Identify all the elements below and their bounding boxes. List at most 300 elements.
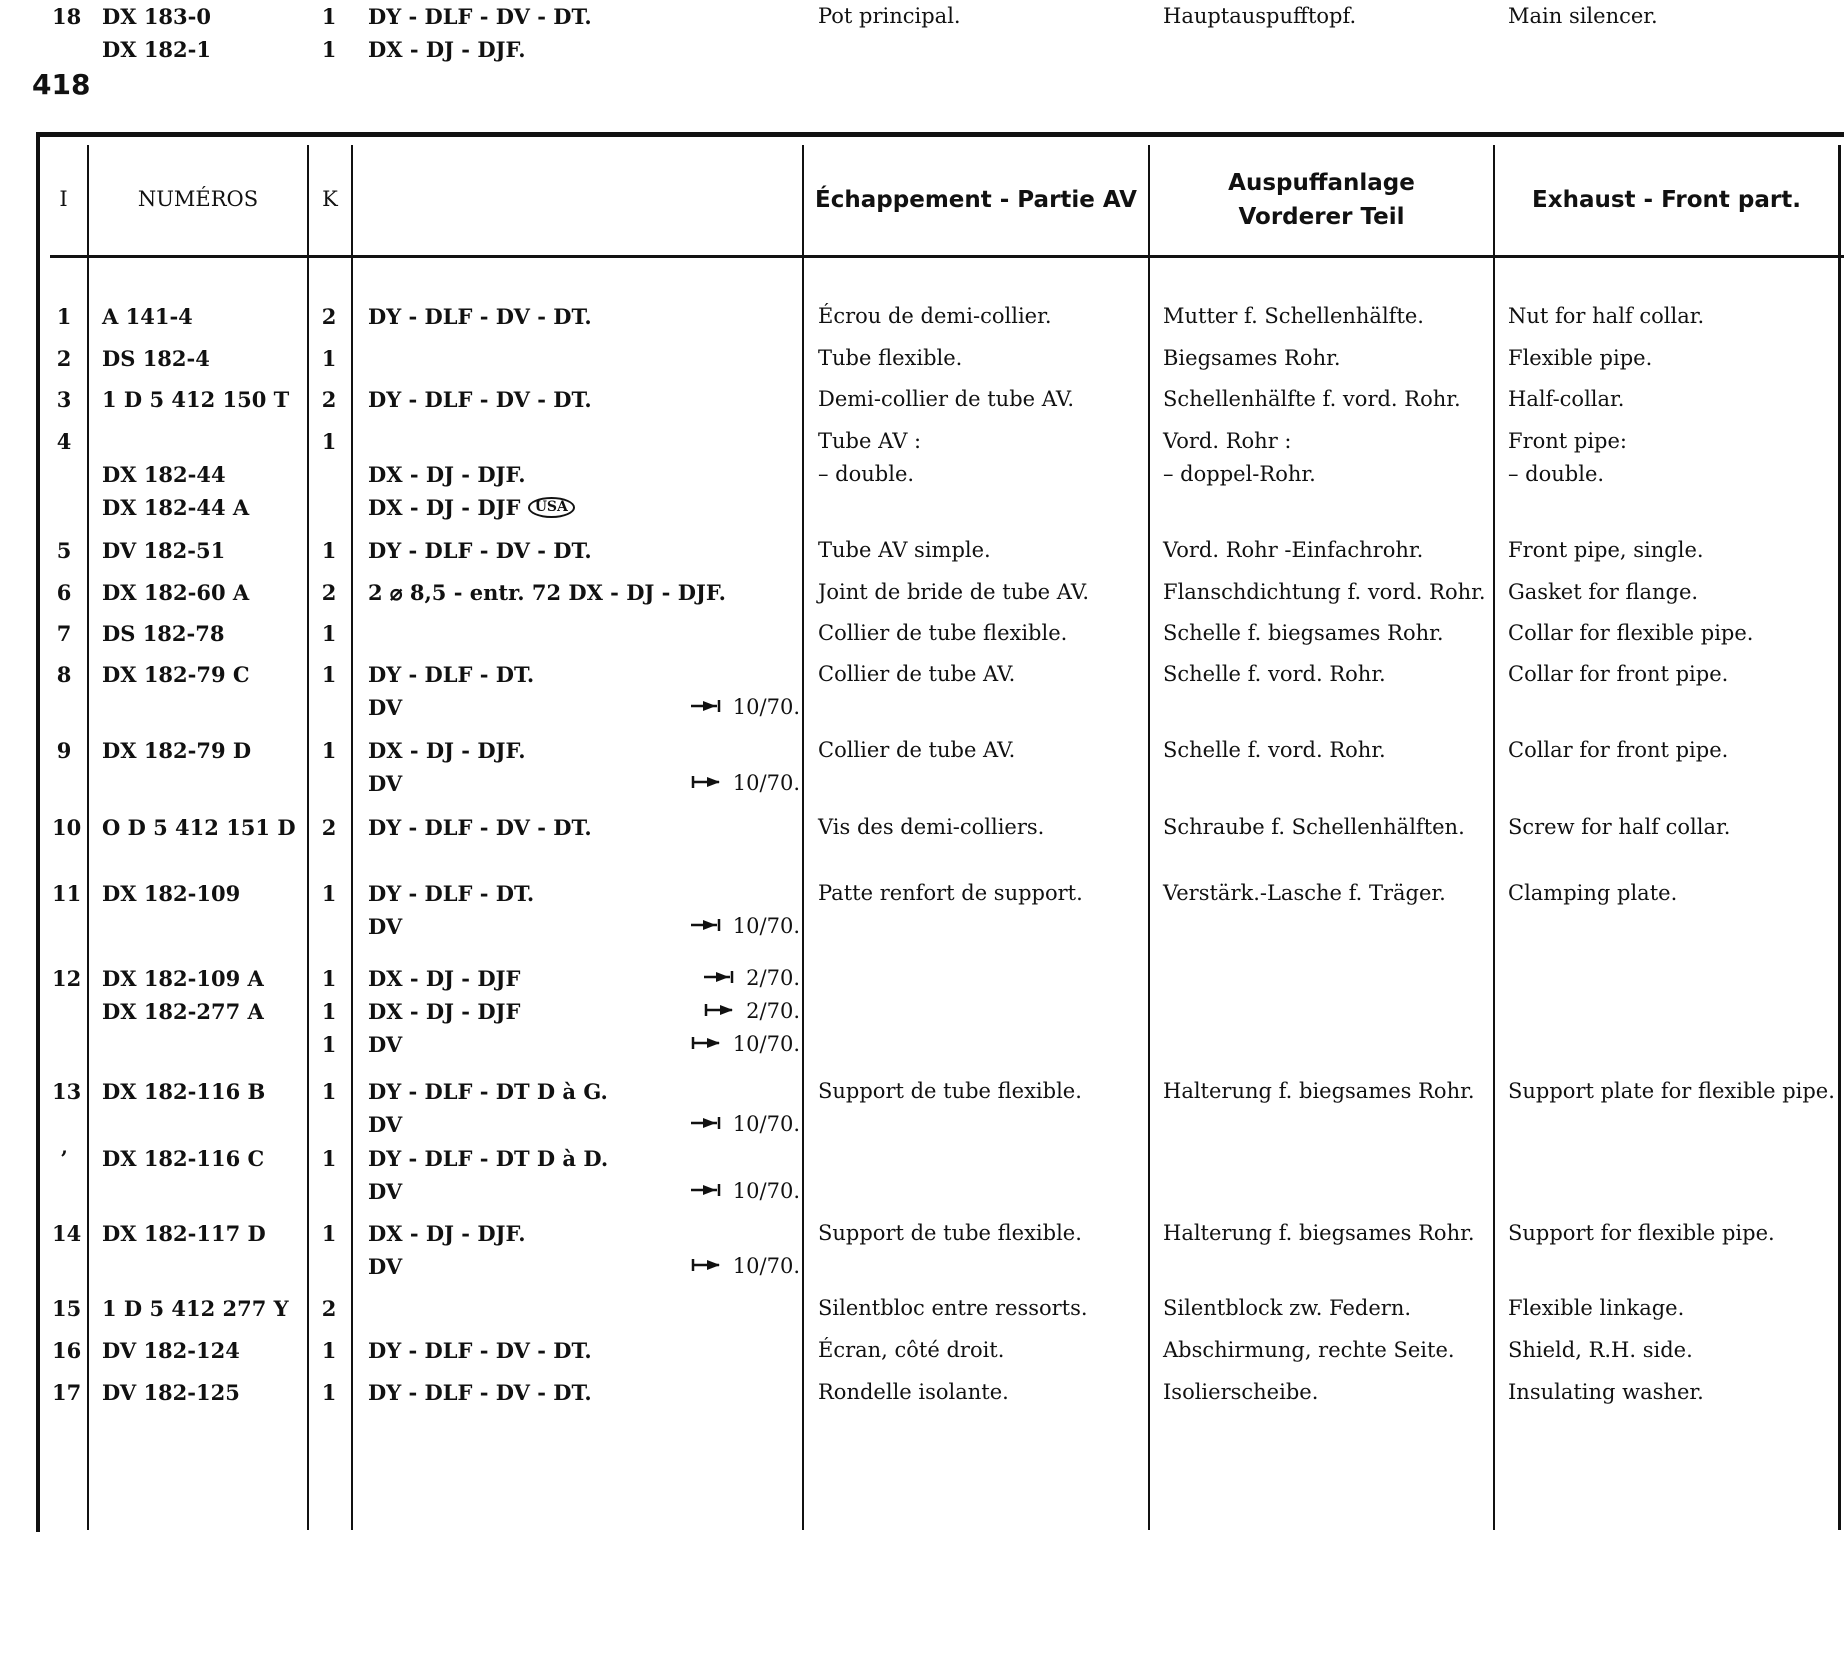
part-number: DS 182-78 bbox=[102, 621, 225, 646]
description-french-line: Joint de bride de tube AV. bbox=[818, 580, 1090, 604]
applicable-models bbox=[368, 1142, 800, 1208]
description-german bbox=[1163, 383, 1461, 416]
description-german-line: Isolierscheibe. bbox=[1163, 1380, 1319, 1404]
part-number: DX 182-44 A bbox=[102, 495, 250, 520]
description-english bbox=[1508, 342, 1652, 375]
quantity-value: 1 bbox=[321, 538, 337, 563]
row-index: 11 bbox=[52, 881, 82, 906]
part-number: DX 182-116 C bbox=[102, 1146, 265, 1171]
part-number: DX 183-0 bbox=[102, 4, 211, 29]
description-french-line: Collier de tube flexible. bbox=[818, 621, 1068, 645]
description-french bbox=[818, 1376, 1009, 1409]
model-text: DV bbox=[368, 914, 403, 939]
quantity-value: 1 bbox=[321, 1146, 337, 1171]
row-index: 5 bbox=[56, 538, 72, 563]
part-numbers bbox=[102, 617, 224, 650]
description-english-line: Collar for front pipe. bbox=[1508, 662, 1729, 686]
description-french bbox=[818, 617, 1067, 650]
part-number: DV 182-51 bbox=[102, 538, 226, 563]
model-line bbox=[368, 491, 800, 524]
part-number: DX 182-1 bbox=[102, 37, 211, 62]
description-german-line: Halterung f. biegsames Rohr. bbox=[1163, 1221, 1475, 1245]
row-index: 3 bbox=[56, 387, 72, 412]
model-date-value: 10/70. bbox=[732, 1254, 800, 1278]
quantity bbox=[320, 1217, 338, 1250]
description-english bbox=[1508, 1217, 1775, 1250]
description-french bbox=[818, 300, 1052, 333]
description-german bbox=[1163, 1217, 1475, 1250]
description-english bbox=[1508, 383, 1624, 416]
description-german bbox=[1163, 534, 1423, 567]
description-french-line: Patte renfort de support. bbox=[818, 881, 1083, 905]
quantity-value: 1 bbox=[321, 1032, 337, 1057]
model-text: DV bbox=[368, 1254, 403, 1279]
description-german bbox=[1163, 1376, 1318, 1409]
part-number: DX 182-109 A bbox=[102, 966, 264, 991]
quantity bbox=[320, 425, 338, 458]
description-english-line: Support for flexible pipe. bbox=[1508, 1221, 1775, 1245]
description-german-line: Schraube f. Schellenhälften. bbox=[1163, 815, 1465, 839]
quantity-value: 1 bbox=[321, 4, 337, 29]
model-text: DV bbox=[368, 771, 403, 796]
quantity bbox=[320, 617, 338, 650]
header-german-line1: Auspuffanlage bbox=[1228, 169, 1415, 196]
description-german-line: Schellenhälfte f. vord. Rohr. bbox=[1163, 387, 1461, 411]
quantity-value: 1 bbox=[321, 346, 337, 371]
description-english bbox=[1508, 877, 1677, 910]
quantity-value: 1 bbox=[321, 37, 337, 62]
quantity-value: 1 bbox=[321, 881, 337, 906]
part-numbers bbox=[102, 1142, 264, 1175]
quantity-value: 1 bbox=[321, 966, 337, 991]
row-index: 17 bbox=[52, 1380, 82, 1405]
part-number: O D 5 412 151 D bbox=[102, 815, 296, 840]
description-german-line: Schelle f. vord. Rohr. bbox=[1163, 738, 1386, 762]
model-text: DX - DJ - DJF. bbox=[368, 1221, 526, 1246]
model-text: DX - DJ - DJF. bbox=[368, 462, 526, 487]
quantity bbox=[320, 734, 338, 767]
quantity-value: 1 bbox=[321, 621, 337, 646]
applicable-models bbox=[368, 962, 800, 1061]
model-line bbox=[368, 734, 800, 767]
description-french bbox=[818, 1217, 1082, 1250]
model-line bbox=[368, 1075, 800, 1108]
model-date bbox=[691, 767, 800, 800]
usa-badge: USA bbox=[528, 497, 575, 518]
until-date-arrow-icon bbox=[691, 699, 721, 713]
row-index: 15 bbox=[52, 1296, 82, 1321]
description-english bbox=[1508, 1292, 1684, 1325]
description-english bbox=[1508, 300, 1704, 333]
description-french-line: Tube flexible. bbox=[818, 346, 963, 370]
description-french bbox=[818, 877, 1083, 910]
model-line bbox=[368, 962, 800, 995]
model-date bbox=[691, 1250, 800, 1283]
part-numbers bbox=[102, 300, 193, 333]
model-text: DX - DJ - DJF bbox=[368, 966, 521, 991]
model-line bbox=[368, 1142, 800, 1175]
description-english-line: Flexible pipe. bbox=[1508, 346, 1653, 370]
description-german-line: Abschirmung, rechte Seite. bbox=[1163, 1338, 1455, 1362]
description-english-line: Clamping plate. bbox=[1508, 881, 1678, 905]
quantity bbox=[320, 1376, 338, 1409]
quantity bbox=[320, 0, 338, 66]
description-french bbox=[818, 383, 1074, 416]
description-french-line: Tube AV : bbox=[818, 429, 922, 453]
part-numbers bbox=[102, 576, 249, 609]
model-line bbox=[368, 1028, 800, 1061]
row-index: 10 bbox=[52, 815, 82, 840]
description-english-line: Front pipe, single. bbox=[1508, 538, 1704, 562]
applicable-models bbox=[368, 534, 800, 567]
page-number: 418 bbox=[32, 68, 91, 101]
model-text: DX - DJ - DJF. bbox=[368, 37, 526, 62]
description-english bbox=[1508, 1075, 1835, 1108]
header-numbers: NUMÉROS bbox=[137, 187, 259, 212]
description-english bbox=[1508, 534, 1704, 567]
part-number: DX 182-44 bbox=[102, 462, 226, 487]
description-french bbox=[818, 342, 962, 375]
quantity bbox=[320, 811, 338, 844]
model-text: DV bbox=[368, 1032, 403, 1057]
description-german bbox=[1163, 877, 1446, 910]
model-text: DY - DLF - DT. bbox=[368, 881, 535, 906]
model-date-value: 10/70. bbox=[732, 914, 800, 938]
description-german bbox=[1163, 734, 1386, 767]
applicable-models bbox=[368, 1376, 800, 1409]
table-row bbox=[0, 0, 1844, 290]
row-index: 12 bbox=[52, 966, 82, 991]
quantity-value: 1 bbox=[321, 738, 337, 763]
model-line bbox=[368, 1217, 800, 1250]
model-text: DX - DJ - DJF bbox=[368, 999, 521, 1024]
description-german-line: Vord. Rohr -Einfachrohr. bbox=[1163, 538, 1424, 562]
header-french: Échappement - Partie AV bbox=[815, 186, 1137, 213]
part-numbers bbox=[102, 1292, 289, 1325]
part-number: DX 182-116 B bbox=[102, 1079, 266, 1104]
description-french-line: Support de tube flexible. bbox=[818, 1079, 1082, 1103]
description-german-line: Schelle f. biegsames Rohr. bbox=[1163, 621, 1444, 645]
model-date bbox=[691, 1108, 800, 1141]
description-german-line: Biegsames Rohr. bbox=[1163, 346, 1341, 370]
description-french bbox=[818, 425, 921, 491]
quantity bbox=[320, 300, 338, 333]
model-line bbox=[368, 300, 800, 333]
part-numbers bbox=[102, 1075, 265, 1108]
description-french-line: Tube AV simple. bbox=[818, 538, 991, 562]
description-german-line: Halterung f. biegsames Rohr. bbox=[1163, 1079, 1475, 1103]
description-french bbox=[818, 1292, 1088, 1325]
description-english-line: Main silencer. bbox=[1508, 4, 1658, 28]
model-text: DV bbox=[368, 1112, 403, 1137]
description-english-line: Half-collar. bbox=[1508, 387, 1625, 411]
model-date-value: 10/70. bbox=[732, 1112, 800, 1136]
model-line bbox=[368, 1175, 800, 1208]
part-number bbox=[102, 425, 249, 458]
description-german bbox=[1163, 342, 1341, 375]
model-line bbox=[368, 877, 800, 910]
applicable-models bbox=[368, 734, 800, 800]
model-line bbox=[368, 33, 800, 66]
quantity bbox=[320, 342, 338, 375]
quantity bbox=[320, 1292, 338, 1325]
from-date-arrow-icon bbox=[691, 1036, 721, 1050]
description-french bbox=[818, 534, 991, 567]
applicable-models bbox=[368, 576, 800, 609]
applicable-models bbox=[368, 1334, 800, 1367]
applicable-models bbox=[368, 1217, 800, 1283]
model-date bbox=[691, 1028, 800, 1061]
description-french-line: Écrou de demi-collier. bbox=[818, 304, 1052, 328]
part-numbers bbox=[102, 342, 210, 375]
model-text: DY - DLF - DV - DT. bbox=[368, 4, 592, 29]
row-index: 2 bbox=[56, 346, 72, 371]
row-index: 9 bbox=[56, 738, 72, 763]
row-index: 8 bbox=[56, 662, 72, 687]
description-german-line: Hauptauspufftopf. bbox=[1163, 4, 1357, 28]
description-german-line: Vord. Rohr : bbox=[1163, 429, 1292, 453]
model-text: DY - DLF - DV - DT. bbox=[368, 1380, 592, 1405]
model-text: DV bbox=[368, 695, 403, 720]
quantity-value: 1 bbox=[321, 1338, 337, 1363]
until-date-arrow-icon bbox=[691, 1183, 721, 1197]
description-english-line: Collar for flexible pipe. bbox=[1508, 621, 1754, 645]
applicable-models bbox=[368, 811, 800, 844]
part-number: DV 182-125 bbox=[102, 1380, 240, 1405]
quantity-value: 1 bbox=[321, 429, 337, 454]
description-german bbox=[1163, 617, 1444, 650]
model-date-value: 10/70. bbox=[732, 1032, 800, 1056]
quantity bbox=[320, 658, 338, 691]
until-date-arrow-icon bbox=[704, 970, 734, 984]
applicable-models bbox=[368, 0, 800, 66]
part-numbers bbox=[102, 962, 264, 1028]
model-line bbox=[368, 1250, 800, 1283]
quantity-value: 2 bbox=[321, 815, 337, 840]
description-german-line: Schelle f. vord. Rohr. bbox=[1163, 662, 1386, 686]
description-french bbox=[818, 0, 961, 33]
description-french bbox=[818, 1334, 1004, 1367]
description-german-line: Flanschdichtung f. vord. Rohr. bbox=[1163, 580, 1486, 604]
description-french-line: Vis des demi-colliers. bbox=[818, 815, 1045, 839]
description-french-line: Écran, côté droit. bbox=[818, 1338, 1005, 1362]
description-english-line: Flexible linkage. bbox=[1508, 1296, 1685, 1320]
model-date bbox=[691, 910, 800, 943]
description-french-line: Collier de tube AV. bbox=[818, 738, 1016, 762]
model-text: DY - DLF - DT D à D. bbox=[368, 1146, 609, 1171]
model-date bbox=[691, 691, 800, 724]
description-english bbox=[1508, 1334, 1693, 1367]
model-text: DY - DLF - DV - DT. bbox=[368, 304, 592, 329]
description-german bbox=[1163, 658, 1386, 691]
description-german bbox=[1163, 576, 1486, 609]
description-english-line: Nut for half collar. bbox=[1508, 304, 1705, 328]
quantity bbox=[320, 1142, 338, 1175]
part-numbers bbox=[102, 1376, 240, 1409]
model-line bbox=[368, 458, 800, 491]
description-german-line: Verstärk.-Lasche f. Träger. bbox=[1163, 881, 1446, 905]
description-english-line: Support plate for flexible pipe. bbox=[1508, 1079, 1835, 1103]
part-number: DX 182-79 D bbox=[102, 738, 252, 763]
description-german bbox=[1163, 1075, 1475, 1108]
quantity bbox=[320, 383, 338, 416]
row-index: 6 bbox=[56, 580, 72, 605]
model-text: 2 ⌀ 8,5 - entr. 72 DX - DJ - DJF. bbox=[368, 580, 726, 605]
description-german bbox=[1163, 425, 1316, 491]
part-numbers bbox=[102, 1217, 266, 1250]
model-date-value: 10/70. bbox=[732, 695, 800, 719]
description-german bbox=[1163, 300, 1424, 333]
description-english bbox=[1508, 576, 1698, 609]
description-english bbox=[1508, 1376, 1704, 1409]
model-line bbox=[368, 576, 800, 609]
applicable-models bbox=[368, 300, 800, 333]
model-line bbox=[368, 995, 800, 1028]
part-numbers bbox=[102, 425, 249, 524]
quantity-value: 2 bbox=[321, 387, 337, 412]
description-german-line: – doppel-Rohr. bbox=[1163, 462, 1316, 486]
model-date bbox=[691, 1175, 800, 1208]
model-text: DY - DLF - DT. bbox=[368, 662, 535, 687]
header-english: Exhaust - Front part. bbox=[1532, 186, 1801, 213]
description-french bbox=[818, 658, 1015, 691]
description-french bbox=[818, 734, 1015, 767]
part-number: DX 182-60 A bbox=[102, 580, 250, 605]
row-index: 14 bbox=[52, 1221, 82, 1246]
part-number: DX 182-117 D bbox=[102, 1221, 266, 1246]
description-english-line: – double. bbox=[1508, 462, 1605, 486]
until-date-arrow-icon bbox=[691, 1116, 721, 1130]
description-german-line: Mutter f. Schellenhälfte. bbox=[1163, 304, 1424, 328]
part-number: DV 182-124 bbox=[102, 1338, 240, 1363]
model-line bbox=[368, 1376, 800, 1409]
model-line bbox=[368, 383, 800, 416]
applicable-models bbox=[368, 425, 800, 524]
quantity bbox=[320, 962, 338, 1061]
description-german bbox=[1163, 811, 1465, 844]
description-french bbox=[818, 576, 1089, 609]
part-number: DS 182-4 bbox=[102, 346, 210, 371]
description-french bbox=[818, 1075, 1082, 1108]
description-english-line: Screw for half collar. bbox=[1508, 815, 1731, 839]
model-text: DX - DJ - DJF bbox=[368, 495, 521, 520]
model-date bbox=[704, 962, 800, 995]
description-english bbox=[1508, 617, 1753, 650]
header-qty: K bbox=[322, 187, 338, 212]
description-english bbox=[1508, 425, 1627, 491]
row-index: 16 bbox=[52, 1338, 82, 1363]
description-english bbox=[1508, 811, 1730, 844]
model-text: DY - DLF - DV - DT. bbox=[368, 387, 592, 412]
quantity bbox=[320, 1334, 338, 1367]
model-text: DX - DJ - DJF. bbox=[368, 738, 526, 763]
description-french-line: Collier de tube AV. bbox=[818, 662, 1016, 686]
row-index: 18 bbox=[52, 4, 82, 29]
model-date-value: 2/70. bbox=[746, 999, 800, 1023]
row-index: ’ bbox=[60, 1146, 68, 1171]
part-number: 1 D 5 412 150 T bbox=[102, 387, 290, 412]
part-numbers bbox=[102, 658, 250, 691]
part-number: A 141-4 bbox=[102, 304, 193, 329]
quantity-value: 1 bbox=[321, 999, 337, 1024]
part-number: DX 182-79 C bbox=[102, 662, 250, 687]
description-english-line: Shield, R.H. side. bbox=[1508, 1338, 1693, 1362]
quantity bbox=[320, 534, 338, 567]
model-line bbox=[368, 811, 800, 844]
quantity-value: 2 bbox=[321, 1296, 337, 1321]
part-number: DX 182-109 bbox=[102, 881, 241, 906]
description-english-line: Gasket for flange. bbox=[1508, 580, 1699, 604]
row-index: 1 bbox=[56, 304, 72, 329]
model-line bbox=[368, 767, 800, 800]
part-numbers bbox=[102, 734, 251, 767]
description-french-line: – double. bbox=[818, 462, 915, 486]
model-line bbox=[368, 1334, 800, 1367]
model-date bbox=[704, 995, 800, 1028]
model-line bbox=[368, 0, 800, 33]
model-line bbox=[368, 534, 800, 567]
from-date-arrow-icon bbox=[704, 1003, 734, 1017]
description-german bbox=[1163, 1334, 1455, 1367]
header-index: I bbox=[59, 187, 68, 212]
model-text: DV bbox=[368, 1179, 403, 1204]
applicable-models bbox=[368, 877, 800, 943]
model-line bbox=[368, 1108, 800, 1141]
model-date-value: 10/70. bbox=[732, 771, 800, 795]
description-english-line: Collar for front pipe. bbox=[1508, 738, 1729, 762]
quantity bbox=[320, 1075, 338, 1108]
part-numbers bbox=[102, 1334, 240, 1367]
description-french-line: Rondelle isolante. bbox=[818, 1380, 1009, 1404]
part-number: 1 D 5 412 277 Y bbox=[102, 1296, 289, 1321]
model-text: DY - DLF - DV - DT. bbox=[368, 815, 592, 840]
part-numbers bbox=[102, 534, 225, 567]
quantity-value: 1 bbox=[321, 1221, 337, 1246]
description-french-line: Silentbloc entre ressorts. bbox=[818, 1296, 1088, 1320]
quantity-value: 1 bbox=[321, 1380, 337, 1405]
from-date-arrow-icon bbox=[691, 1258, 721, 1272]
model-date-value: 10/70. bbox=[732, 1179, 800, 1203]
part-numbers bbox=[102, 0, 211, 66]
description-french-line: Pot principal. bbox=[818, 4, 961, 28]
row-index: 7 bbox=[56, 621, 72, 646]
description-german bbox=[1163, 0, 1356, 33]
description-french bbox=[818, 811, 1044, 844]
quantity bbox=[320, 576, 338, 609]
quantity-value: 1 bbox=[321, 662, 337, 687]
row-index: 13 bbox=[52, 1079, 82, 1104]
part-numbers bbox=[102, 383, 289, 416]
description-english-line: Front pipe: bbox=[1508, 429, 1627, 453]
applicable-models bbox=[368, 1075, 800, 1141]
model-line bbox=[368, 691, 800, 724]
model-text: DY - DLF - DV - DT. bbox=[368, 538, 592, 563]
table-row bbox=[0, 1376, 1844, 1666]
quantity bbox=[320, 877, 338, 910]
description-french-line: Support de tube flexible. bbox=[818, 1221, 1082, 1245]
applicable-models bbox=[368, 383, 800, 416]
description-english-line: Insulating washer. bbox=[1508, 1380, 1704, 1404]
model-line bbox=[368, 658, 800, 691]
model-line bbox=[368, 425, 800, 458]
quantity-value: 2 bbox=[321, 580, 337, 605]
model-line bbox=[368, 910, 800, 943]
row-index: 4 bbox=[56, 429, 72, 454]
part-number: DX 182-277 A bbox=[102, 999, 264, 1024]
model-text: DY - DLF - DT D à G. bbox=[368, 1079, 608, 1104]
quantity-value: 2 bbox=[321, 304, 337, 329]
quantity-value: 1 bbox=[321, 1079, 337, 1104]
